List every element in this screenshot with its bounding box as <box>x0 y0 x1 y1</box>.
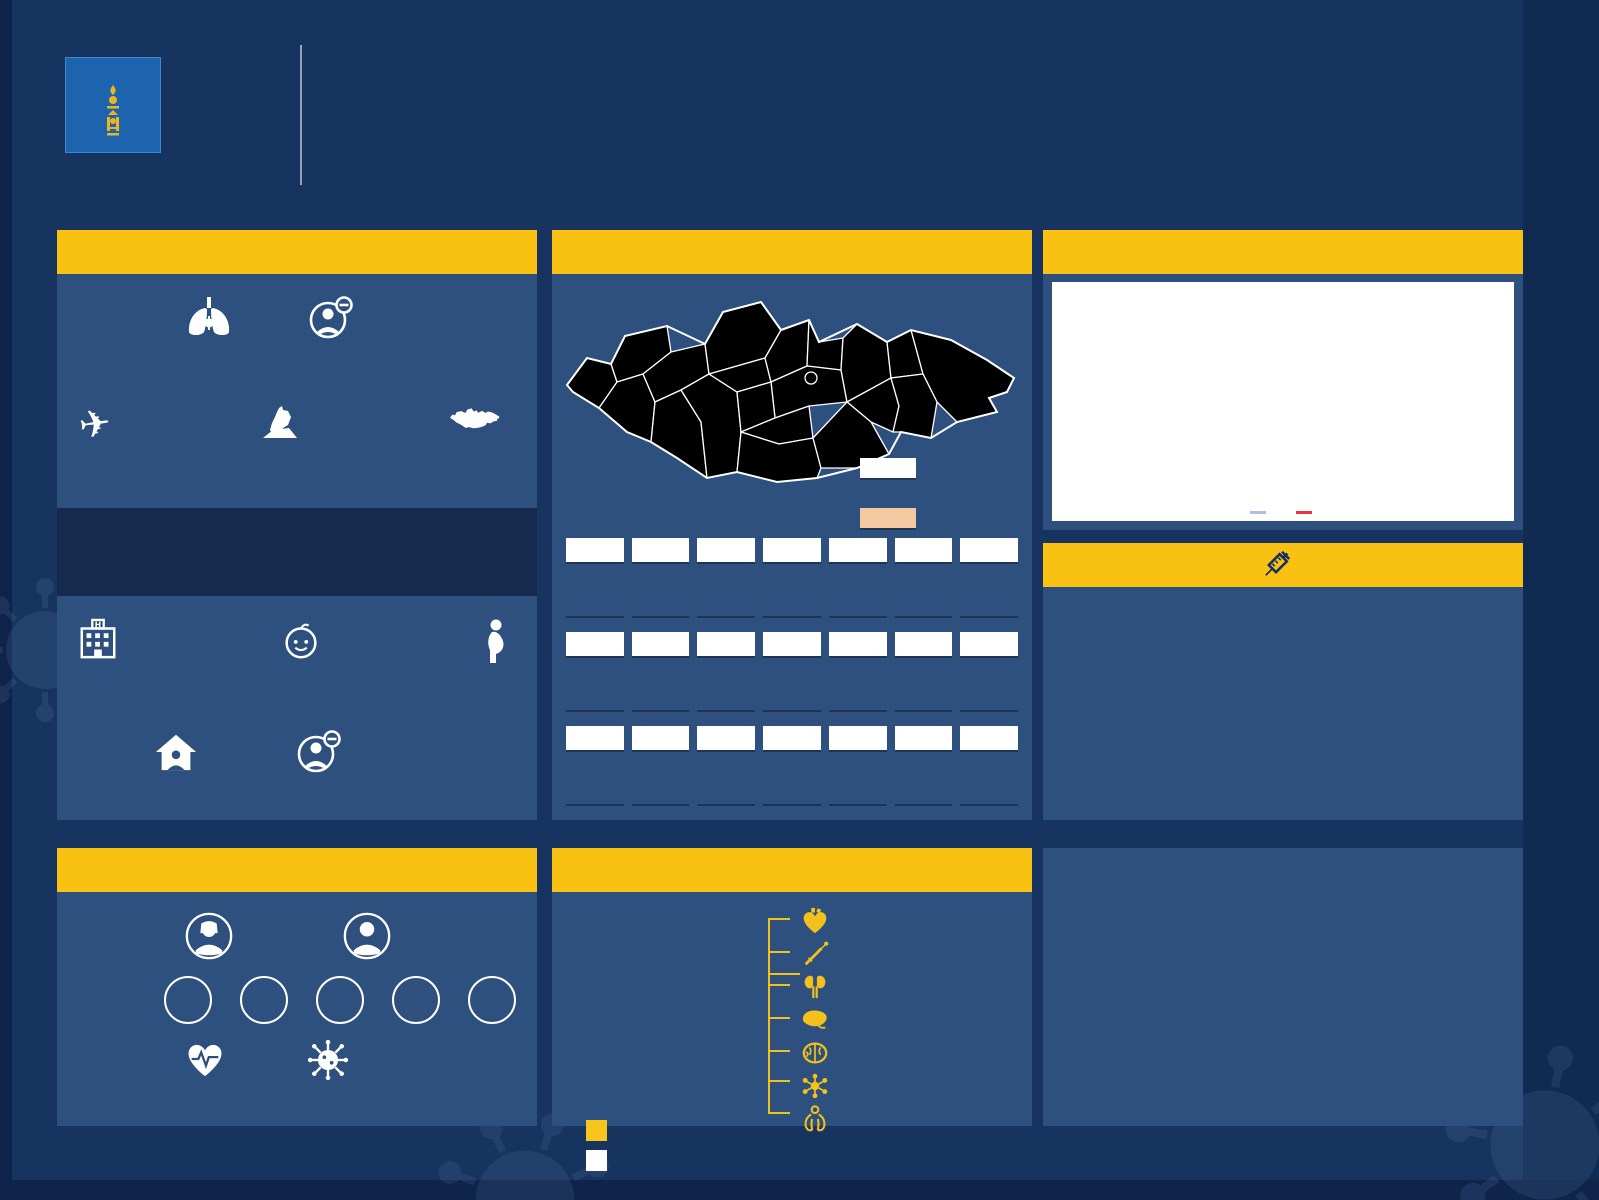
province-abbr <box>763 538 821 562</box>
comorbid-deaths-stat <box>183 1039 237 1085</box>
death-causes-donut <box>582 966 728 1112</box>
chart-legend <box>1052 508 1514 517</box>
province-daily <box>566 752 624 778</box>
province-table-row-2 <box>566 632 1018 710</box>
baby-icon <box>279 618 323 662</box>
province-daily <box>632 564 690 590</box>
person-minus-icon <box>307 296 353 340</box>
death-causes-panel <box>552 848 1032 1126</box>
female-icon <box>183 910 235 962</box>
province-abbr <box>895 726 953 750</box>
province-total <box>960 780 1018 804</box>
government-logo <box>65 57 161 153</box>
province-daily <box>763 752 821 778</box>
age-80-plus-value <box>468 976 516 1024</box>
province-abbr <box>566 538 624 562</box>
age-61-80-value <box>392 976 440 1024</box>
header-divider <box>300 45 302 185</box>
province-cell <box>895 632 953 710</box>
province-abbr <box>632 632 690 656</box>
province-total <box>895 780 953 804</box>
province-cell <box>697 726 755 804</box>
province-cell <box>960 726 1018 804</box>
province-daily <box>960 564 1018 590</box>
cause-tick <box>768 1080 790 1082</box>
epi-curve-svg <box>1052 282 1514 498</box>
donut-legend-covid <box>586 1150 816 1171</box>
total-deaths-stat <box>295 730 351 780</box>
province-cell <box>697 632 755 710</box>
province-daily <box>829 752 887 778</box>
chart-legend-avg <box>1296 508 1316 517</box>
daily-deaths-panel <box>57 848 537 1126</box>
province-daily <box>895 752 953 778</box>
cause-item <box>800 970 1026 1003</box>
province-abbr <box>960 538 1018 562</box>
province-total <box>895 686 953 710</box>
province-daily <box>697 564 755 590</box>
province-table <box>552 530 1032 804</box>
province-total <box>829 592 887 616</box>
home-care-stat <box>153 730 209 780</box>
cause-tick <box>768 984 790 986</box>
province-abbr <box>566 726 624 750</box>
pregnant-hospitalized-stat <box>483 618 519 720</box>
cause-tick <box>768 1050 790 1052</box>
daily-deaths-title <box>57 848 537 892</box>
province-abbr <box>960 632 1018 656</box>
legend-total-sample <box>860 508 916 528</box>
province-total <box>763 592 821 616</box>
province-total <box>960 686 1018 710</box>
cancer-cells-icon <box>801 1072 829 1100</box>
dose-1-stat <box>1043 613 1283 615</box>
province-abbr <box>895 632 953 656</box>
province-daily <box>697 752 755 778</box>
province-total <box>697 780 755 804</box>
bottom-edge-strip <box>0 1180 1599 1200</box>
province-total <box>763 780 821 804</box>
cause-tick <box>768 918 790 920</box>
province-cell <box>697 538 755 616</box>
svg-text:Н: Н <box>94 620 102 630</box>
province-abbr <box>697 538 755 562</box>
local-cases-stat <box>449 406 511 508</box>
cause-item <box>800 1069 1026 1102</box>
covid-swatch <box>586 1150 607 1171</box>
male-deaths-stat <box>341 910 403 962</box>
avg-series-marker <box>1296 511 1312 514</box>
age-41-60-value <box>316 976 364 1024</box>
cause-tick <box>768 951 790 953</box>
province-cell <box>632 632 690 710</box>
province-cell <box>632 726 690 804</box>
province-abbr <box>697 632 755 656</box>
daily-cases-stat <box>185 296 243 398</box>
severity-strip <box>57 508 537 596</box>
province-daily <box>960 752 1018 778</box>
liver-icon <box>801 1006 829 1034</box>
province-cell <box>895 726 953 804</box>
severity-critical <box>417 551 537 553</box>
map-legend-total <box>860 508 1020 528</box>
province-daily <box>763 658 821 684</box>
cause-tick <box>768 1112 790 1114</box>
province-abbr <box>632 538 690 562</box>
cause-item <box>800 1003 1026 1036</box>
cause-item <box>800 937 1026 970</box>
province-total <box>763 686 821 710</box>
cause-item <box>800 1036 1026 1069</box>
severity-mild <box>57 551 177 553</box>
male-icon <box>341 910 393 962</box>
province-abbr <box>829 632 887 656</box>
airplane-icon: ✈ <box>76 401 114 449</box>
province-abbr <box>829 726 887 750</box>
cause-list <box>800 904 1026 1135</box>
province-daily <box>632 752 690 778</box>
province-abbr <box>829 538 887 562</box>
province-total <box>697 592 755 616</box>
province-abbr <box>763 632 821 656</box>
ulaanbaatar-cases-stat <box>259 406 311 508</box>
cause-tick <box>768 1017 790 1019</box>
province-cell <box>763 632 821 710</box>
province-daily <box>697 658 755 684</box>
hospitalized-stat <box>77 618 129 720</box>
age-group-stat <box>457 976 527 1029</box>
province-total <box>566 592 624 616</box>
epi-curve-chart <box>1052 282 1514 521</box>
diabetes-lancet-icon <box>801 940 829 968</box>
covid-virus-icon <box>307 1039 349 1081</box>
province-daily <box>895 564 953 590</box>
province-total <box>566 686 624 710</box>
booster-1-stat <box>1043 649 1283 651</box>
infection-panel-title <box>57 230 537 274</box>
province-cell <box>566 538 624 616</box>
province-daily <box>829 658 887 684</box>
mongolia-map-icon <box>449 406 501 434</box>
province-total <box>895 592 953 616</box>
map-legend-daily <box>860 483 1020 503</box>
dose-2-stat <box>1283 613 1523 615</box>
province-total <box>566 780 624 804</box>
province-daily <box>895 658 953 684</box>
covid-only-deaths-stat <box>307 1039 359 1085</box>
hospital-icon <box>77 618 119 660</box>
epi-curve-title <box>1043 230 1523 274</box>
province-total <box>697 686 755 710</box>
age-group-stat <box>381 976 451 1029</box>
monument-horse-icon <box>259 406 301 446</box>
pregnant-woman-icon <box>483 618 509 664</box>
province-total <box>632 780 690 804</box>
province-cell <box>632 538 690 616</box>
province-cell <box>960 538 1018 616</box>
imported-cases-stat <box>76 401 121 508</box>
age-group-stat <box>229 976 299 1029</box>
left-edge-strip <box>0 0 12 1200</box>
province-abbr <box>895 538 953 562</box>
severity-moderate <box>177 551 297 553</box>
vaccination-message-panel <box>1043 848 1523 1126</box>
chart-legend-daily <box>1250 508 1270 517</box>
province-daily <box>566 658 624 684</box>
death-causes-title <box>552 848 1032 892</box>
province-daily <box>960 658 1018 684</box>
province-abbr <box>566 632 624 656</box>
province-daily <box>763 564 821 590</box>
cause-item <box>800 1102 1026 1135</box>
vaccination-panel <box>1043 543 1523 820</box>
province-abbr <box>763 726 821 750</box>
province-total <box>632 686 690 710</box>
age-group-stat <box>153 976 223 1029</box>
home-icon <box>153 730 199 772</box>
daily-deaths-stat <box>307 296 363 398</box>
province-daily <box>632 658 690 684</box>
donut-connector-line <box>768 973 800 975</box>
province-abbr <box>632 726 690 750</box>
province-abbr <box>697 726 755 750</box>
province-cell <box>763 538 821 616</box>
province-table-row-1 <box>566 538 1018 616</box>
infection-status-panel <box>57 230 537 820</box>
province-total <box>960 592 1018 616</box>
donut-legend-comorbid <box>586 1120 816 1141</box>
province-total <box>632 592 690 616</box>
map-legend <box>860 458 1020 528</box>
vaccination-title-bar <box>1043 543 1523 587</box>
province-total <box>829 686 887 710</box>
person-minus-icon <box>295 730 341 774</box>
province-cell <box>829 726 887 804</box>
province-total <box>829 780 887 804</box>
brain-icon <box>801 1039 829 1067</box>
age-21-40-value <box>240 976 288 1024</box>
map-legend-abbr <box>860 458 1020 478</box>
province-abbr <box>960 726 1018 750</box>
children-hospitalized-stat <box>279 618 333 720</box>
heart-pulse-icon <box>183 1039 227 1079</box>
obesity-icon <box>801 1105 829 1133</box>
mongolia-map <box>552 274 1032 530</box>
regions-panel-title <box>552 230 1032 274</box>
age-group-stat <box>305 976 375 1029</box>
donut-center <box>606 990 704 1088</box>
province-cell <box>763 726 821 804</box>
province-cell <box>566 632 624 710</box>
province-daily <box>566 564 624 590</box>
cause-item <box>800 904 1026 937</box>
province-cell <box>829 632 887 710</box>
syringe-icon <box>1259 548 1293 582</box>
right-edge-strip <box>1523 0 1599 1200</box>
lungs-icon <box>185 296 233 338</box>
legend-daily-sample <box>860 483 916 503</box>
heart-icon <box>801 907 829 935</box>
province-cell <box>895 538 953 616</box>
booster-2-stat <box>1283 649 1523 651</box>
kidneys-icon <box>801 973 829 1001</box>
province-cell <box>566 726 624 804</box>
epi-curve-panel <box>1043 230 1523 530</box>
female-deaths-stat <box>183 910 245 962</box>
daily-series-marker <box>1250 511 1266 514</box>
age-0-20-value <box>164 976 212 1024</box>
donut-legend <box>586 1120 816 1171</box>
province-table-row-3 <box>566 726 1018 804</box>
province-cell <box>829 538 887 616</box>
cause-bracket-line <box>768 918 770 1114</box>
severity-severe <box>297 551 417 553</box>
comorbid-swatch <box>586 1120 607 1141</box>
province-cell <box>960 632 1018 710</box>
regions-panel <box>552 230 1032 820</box>
province-daily <box>829 564 887 590</box>
legend-abbr-sample <box>860 458 916 478</box>
soyombo-emblem-icon <box>96 85 130 137</box>
